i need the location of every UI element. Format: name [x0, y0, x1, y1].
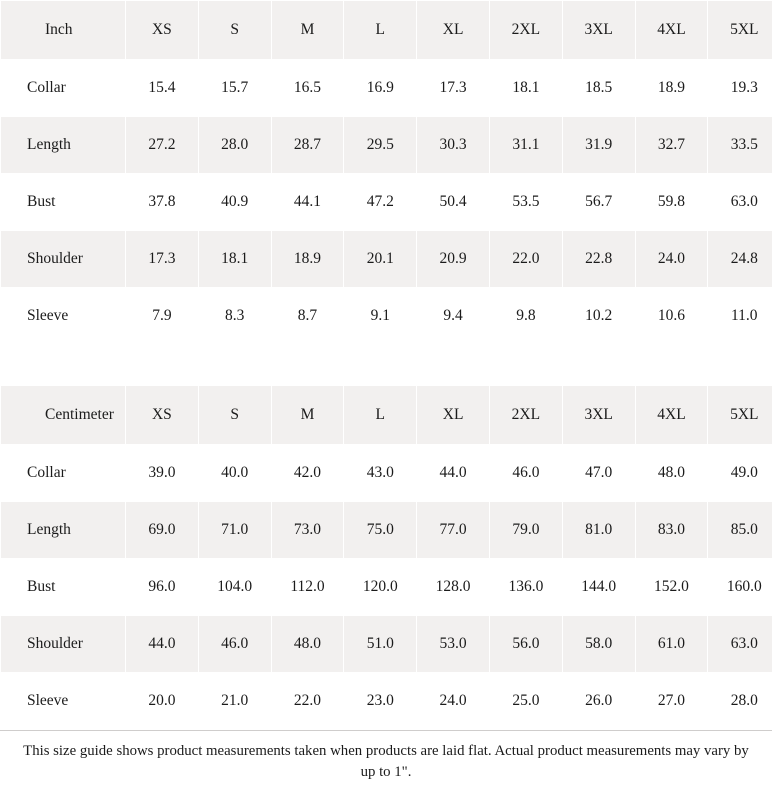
cell-collar-xl: 44.0: [417, 445, 490, 502]
column-header-l: L: [344, 386, 417, 445]
cell-sleeve-m: 8.7: [271, 288, 344, 345]
cell-collar-3xl: 18.5: [562, 60, 635, 117]
cell-collar-m: 42.0: [271, 445, 344, 502]
table-row: [1, 174, 772, 231]
cell-sleeve-m: 22.0: [271, 673, 344, 730]
cell-collar-xs: 39.0: [126, 445, 199, 502]
cell-collar-2xl: 18.1: [489, 60, 562, 117]
column-header-4xl: 4XL: [635, 1, 708, 60]
cell-bust-l: 47.2: [344, 174, 417, 231]
cell-sleeve-s: 21.0: [198, 673, 271, 730]
table-row: [1, 445, 772, 502]
cell-length-m: 73.0: [271, 502, 344, 559]
cell-sleeve-5xl: 28.0: [708, 673, 772, 730]
cell-length-xs: 69.0: [126, 502, 199, 559]
row-label-shoulder: Shoulder: [1, 231, 126, 288]
size-guide-disclaimer: This size guide shows product measurements taken when products are laid flat. Actual product measurements may vary by up to 1".: [0, 730, 772, 784]
cell-collar-xl: 17.3: [417, 60, 490, 117]
cell-shoulder-l: 51.0: [344, 616, 417, 673]
table-header-row: [1, 1, 772, 60]
cell-sleeve-4xl: 27.0: [635, 673, 708, 730]
cell-collar-m: 16.5: [271, 60, 344, 117]
cell-shoulder-4xl: 24.0: [635, 231, 708, 288]
column-header-2xl: 2XL: [489, 386, 562, 445]
cell-bust-xl: 50.4: [417, 174, 490, 231]
cell-bust-m: 44.1: [271, 174, 344, 231]
cell-collar-xs: 15.4: [126, 60, 199, 117]
cell-sleeve-2xl: 9.8: [489, 288, 562, 345]
cell-shoulder-xl: 53.0: [417, 616, 490, 673]
cell-bust-5xl: 160.0: [708, 559, 772, 616]
table-row: [1, 231, 772, 288]
cell-length-2xl: 79.0: [489, 502, 562, 559]
cell-sleeve-xs: 7.9: [126, 288, 199, 345]
cell-collar-4xl: 18.9: [635, 60, 708, 117]
cell-bust-5xl: 63.0: [708, 174, 772, 231]
centimeter-table-block: [0, 385, 772, 730]
column-header-m: M: [271, 386, 344, 445]
cell-bust-l: 120.0: [344, 559, 417, 616]
cell-length-5xl: 33.5: [708, 117, 772, 174]
column-header-5xl: 5XL: [708, 1, 772, 60]
cell-length-s: 71.0: [198, 502, 271, 559]
row-label-shoulder: Shoulder: [1, 616, 126, 673]
column-header-l: L: [344, 1, 417, 60]
cell-sleeve-s: 8.3: [198, 288, 271, 345]
cell-sleeve-3xl: 26.0: [562, 673, 635, 730]
cell-sleeve-5xl: 11.0: [708, 288, 772, 345]
cell-collar-5xl: 19.3: [708, 60, 772, 117]
column-header-s: S: [198, 386, 271, 445]
table-header-row: [1, 386, 772, 445]
cell-bust-s: 40.9: [198, 174, 271, 231]
cell-collar-3xl: 47.0: [562, 445, 635, 502]
cell-sleeve-xl: 24.0: [417, 673, 490, 730]
cell-sleeve-xs: 20.0: [126, 673, 199, 730]
cell-collar-s: 15.7: [198, 60, 271, 117]
cell-sleeve-4xl: 10.6: [635, 288, 708, 345]
row-label-collar: Collar: [1, 60, 126, 117]
cell-length-5xl: 85.0: [708, 502, 772, 559]
row-label-length: Length: [1, 502, 126, 559]
row-label-sleeve: Sleeve: [1, 288, 126, 345]
column-header-m: M: [271, 1, 344, 60]
inch-size-table: [0, 0, 772, 345]
unit-header-centimeter: Centimeter: [1, 386, 126, 445]
unit-header-inch: Inch: [1, 1, 126, 60]
cell-shoulder-m: 48.0: [271, 616, 344, 673]
cell-sleeve-2xl: 25.0: [489, 673, 562, 730]
column-header-s: S: [198, 1, 271, 60]
inch-table-block: [0, 0, 772, 345]
column-header-xs: XS: [126, 386, 199, 445]
cell-sleeve-l: 23.0: [344, 673, 417, 730]
column-header-3xl: 3XL: [562, 386, 635, 445]
cell-sleeve-xl: 9.4: [417, 288, 490, 345]
centimeter-size-table: [0, 385, 772, 730]
cell-length-2xl: 31.1: [489, 117, 562, 174]
cell-bust-4xl: 59.8: [635, 174, 708, 231]
table-row: [1, 60, 772, 117]
cell-bust-4xl: 152.0: [635, 559, 708, 616]
column-header-xl: XL: [417, 386, 490, 445]
cell-sleeve-3xl: 10.2: [562, 288, 635, 345]
column-header-4xl: 4XL: [635, 386, 708, 445]
cell-shoulder-xs: 44.0: [126, 616, 199, 673]
row-label-bust: Bust: [1, 559, 126, 616]
column-header-xs: XS: [126, 1, 199, 60]
cell-shoulder-xs: 17.3: [126, 231, 199, 288]
column-header-2xl: 2XL: [489, 1, 562, 60]
cell-length-4xl: 32.7: [635, 117, 708, 174]
cell-length-s: 28.0: [198, 117, 271, 174]
cell-shoulder-2xl: 22.0: [489, 231, 562, 288]
cell-shoulder-5xl: 24.8: [708, 231, 772, 288]
cell-collar-4xl: 48.0: [635, 445, 708, 502]
table-separator: [0, 345, 772, 385]
cell-shoulder-2xl: 56.0: [489, 616, 562, 673]
cell-shoulder-3xl: 22.8: [562, 231, 635, 288]
cell-length-3xl: 31.9: [562, 117, 635, 174]
cell-shoulder-4xl: 61.0: [635, 616, 708, 673]
cell-shoulder-l: 20.1: [344, 231, 417, 288]
cell-bust-xs: 37.8: [126, 174, 199, 231]
column-header-5xl: 5XL: [708, 386, 772, 445]
cell-bust-s: 104.0: [198, 559, 271, 616]
cell-shoulder-s: 18.1: [198, 231, 271, 288]
cell-collar-s: 40.0: [198, 445, 271, 502]
cell-bust-2xl: 136.0: [489, 559, 562, 616]
cell-length-l: 29.5: [344, 117, 417, 174]
cell-length-m: 28.7: [271, 117, 344, 174]
table-row: [1, 616, 772, 673]
cell-sleeve-l: 9.1: [344, 288, 417, 345]
cell-length-3xl: 81.0: [562, 502, 635, 559]
cell-bust-3xl: 144.0: [562, 559, 635, 616]
cell-collar-5xl: 49.0: [708, 445, 772, 502]
row-label-collar: Collar: [1, 445, 126, 502]
table-row: [1, 673, 772, 730]
cell-collar-l: 16.9: [344, 60, 417, 117]
cell-bust-2xl: 53.5: [489, 174, 562, 231]
table-row: [1, 502, 772, 559]
row-label-length: Length: [1, 117, 126, 174]
cell-length-xs: 27.2: [126, 117, 199, 174]
table-row: [1, 559, 772, 616]
table-row: [1, 288, 772, 345]
cell-shoulder-3xl: 58.0: [562, 616, 635, 673]
column-header-xl: XL: [417, 1, 490, 60]
cell-length-xl: 30.3: [417, 117, 490, 174]
table-row: [1, 117, 772, 174]
cell-shoulder-xl: 20.9: [417, 231, 490, 288]
cell-length-4xl: 83.0: [635, 502, 708, 559]
cell-collar-l: 43.0: [344, 445, 417, 502]
cell-bust-xl: 128.0: [417, 559, 490, 616]
row-label-sleeve: Sleeve: [1, 673, 126, 730]
cell-collar-2xl: 46.0: [489, 445, 562, 502]
column-header-3xl: 3XL: [562, 1, 635, 60]
cell-bust-m: 112.0: [271, 559, 344, 616]
row-label-bust: Bust: [1, 174, 126, 231]
cell-shoulder-5xl: 63.0: [708, 616, 772, 673]
cell-bust-3xl: 56.7: [562, 174, 635, 231]
cell-length-xl: 77.0: [417, 502, 490, 559]
cell-shoulder-s: 46.0: [198, 616, 271, 673]
cell-length-l: 75.0: [344, 502, 417, 559]
cell-bust-xs: 96.0: [126, 559, 199, 616]
cell-shoulder-m: 18.9: [271, 231, 344, 288]
